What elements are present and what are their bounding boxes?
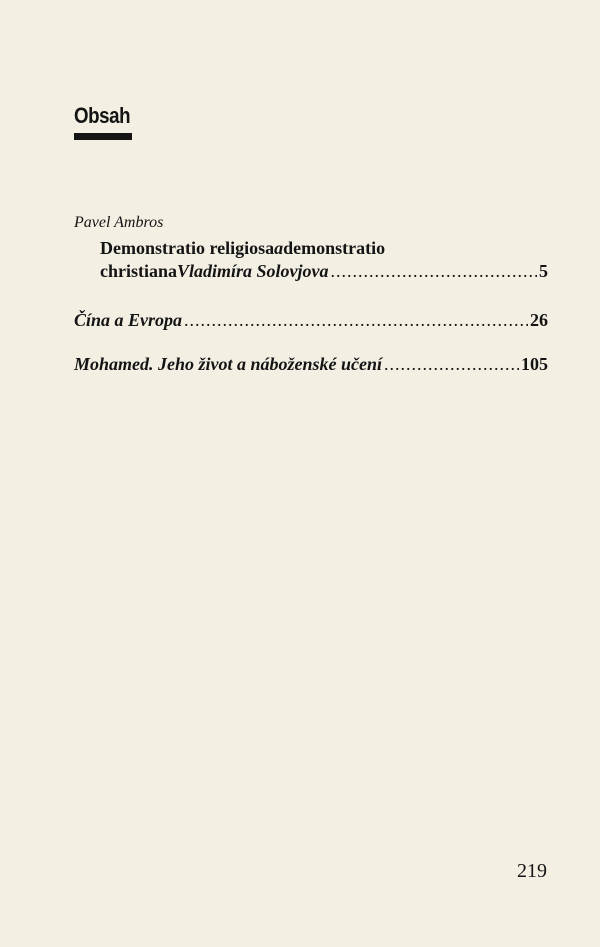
toc-entry-2[interactable] xyxy=(74,310,548,331)
toc-entry-1-title-part: Vladimíra Solovjova xyxy=(177,261,329,281)
toc-author: Pavel Ambros xyxy=(74,214,164,231)
toc-entry-2-title: Čína a Evropa xyxy=(74,310,183,330)
toc-entry-1-title-part: demonstratio xyxy=(283,238,386,258)
toc-entry-3[interactable] xyxy=(74,354,548,375)
leader-dots xyxy=(384,354,519,375)
toc-entry-1-page: 5 xyxy=(539,261,548,281)
leader-dots xyxy=(184,310,528,331)
toc-entry-1-title-part: a xyxy=(274,238,284,258)
title-underline xyxy=(74,133,132,140)
leader-dots xyxy=(331,261,537,282)
toc-entry-1-title-part: Demonstratio religiosa xyxy=(100,238,275,258)
toc-entry-2-page: 26 xyxy=(530,310,548,330)
page-number: 219 xyxy=(517,860,547,882)
page-title: Obsah xyxy=(74,103,131,128)
toc-entry-1-line-1 xyxy=(100,238,385,259)
toc-entry-1-title-part: christiana xyxy=(100,261,178,281)
toc-entry-3-page: 105 xyxy=(521,354,548,374)
toc-entry-1-line-2[interactable] xyxy=(100,261,548,282)
toc-entry-3-title: Mohamed. Jeho život a náboženské učení xyxy=(74,354,383,374)
